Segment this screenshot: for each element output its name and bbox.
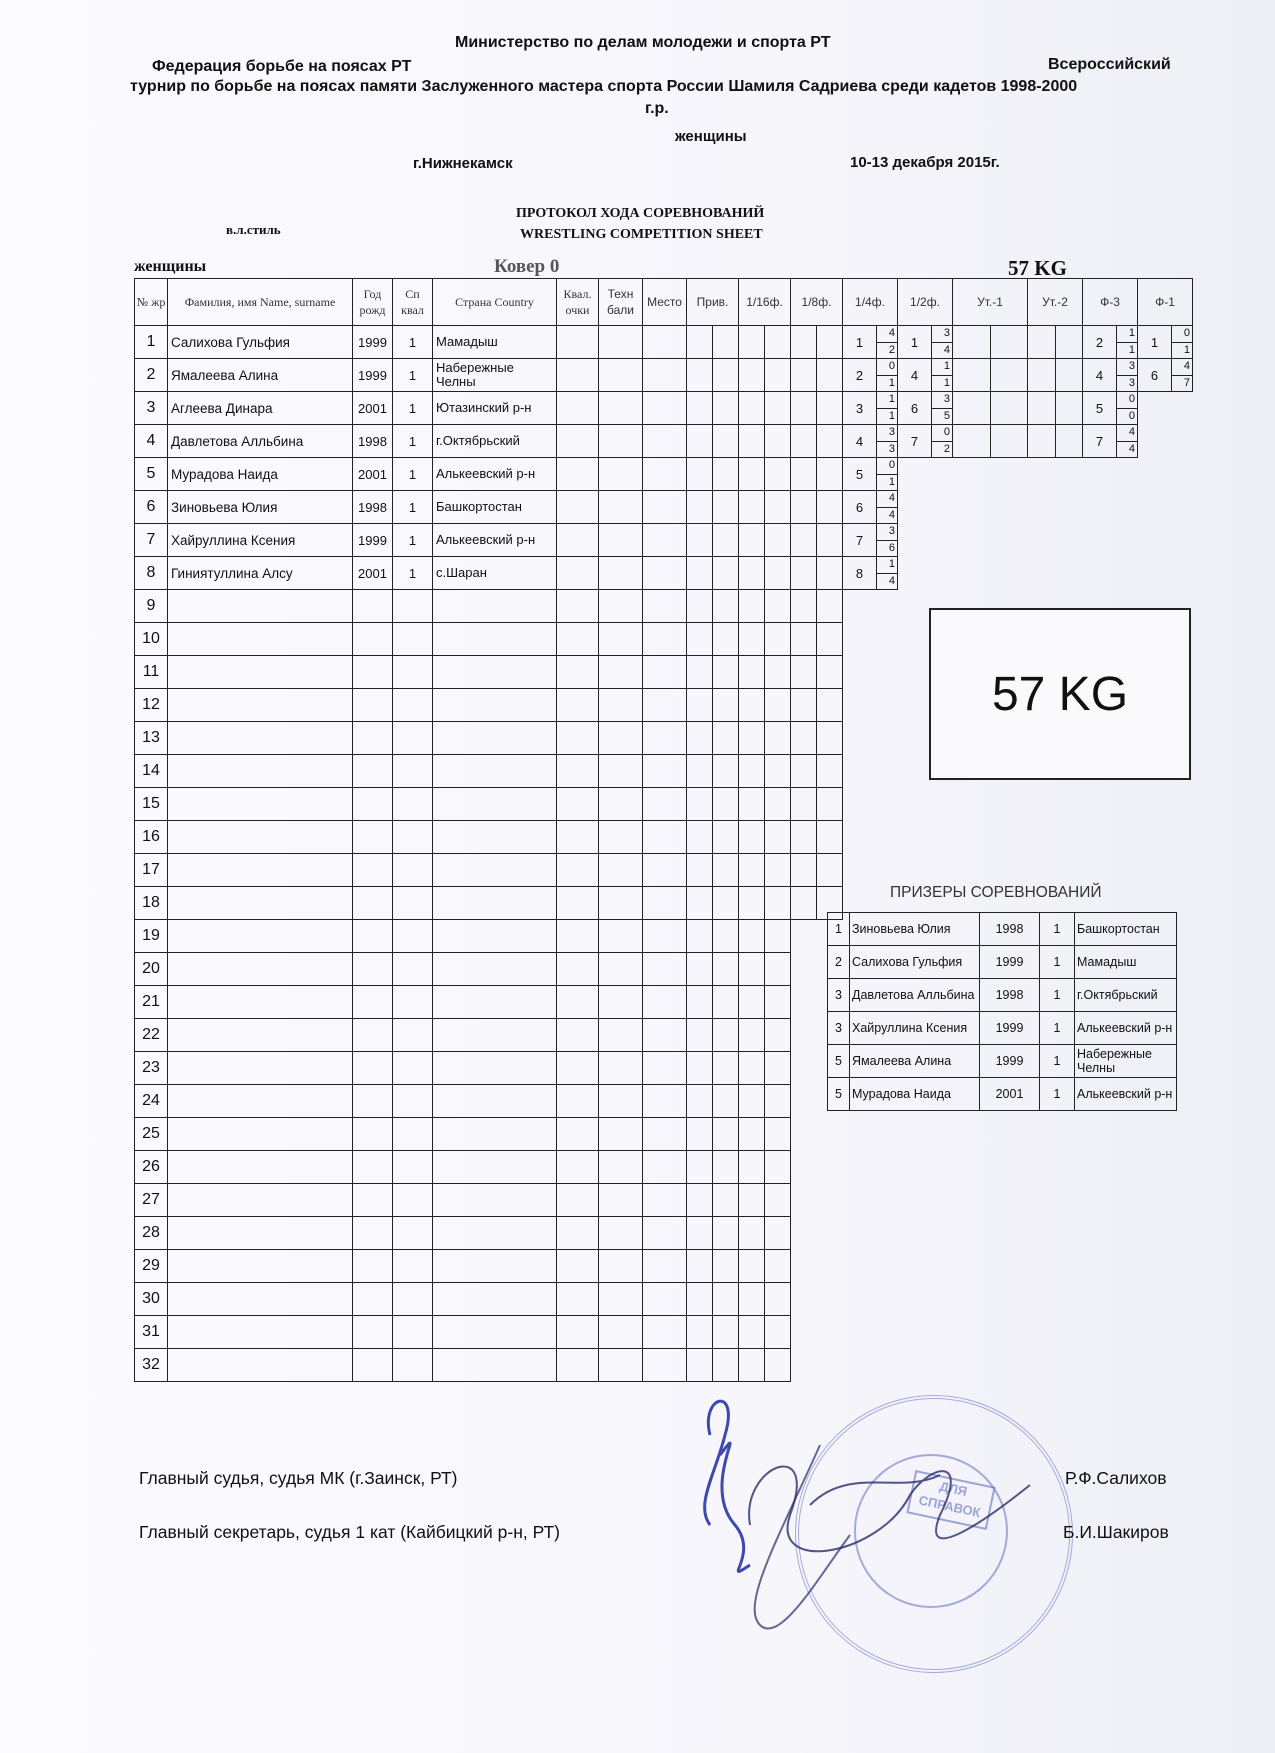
col-semifinal: 1/2ф. <box>898 279 953 326</box>
table-row: 28 <box>135 1217 1193 1250</box>
prizewinner-row: 5 Ямалеева Алина 1999 1 Набережные Челны <box>828 1045 1177 1078</box>
table-row: 3 Аглеева Динара 2001 1 Ютазинский р-н 3 1 1 6 3 5 5 0 0 <box>135 392 1193 425</box>
col-kval-points: Квал. очки <box>557 279 599 326</box>
prizewinners-title: ПРИЗЕРЫ СОРЕВНОВАНИЙ <box>890 884 1102 901</box>
chief-judge-name: Р.Ф.Салихов <box>1065 1468 1167 1488</box>
col-final-3: Ф-3 <box>1083 279 1138 326</box>
dates-label: 10-13 декабря 2015г. <box>850 154 1000 171</box>
table-row: 2 Ямалеева Алина 1999 1 Набережные Челны 2 0 1 4 1 1 4 3 3 6 4 7 <box>135 359 1193 392</box>
table-row: 11 <box>135 656 1193 689</box>
mat-label: Ковер 0 <box>494 256 560 277</box>
col-round-16: 1/16ф. <box>739 279 791 326</box>
col-number: № жр <box>135 279 168 326</box>
prizewinner-row: 3 Хайруллина Ксения 1999 1 Алькеевский р-н <box>828 1012 1177 1045</box>
prizewinner-row: 2 Салихова Гульфия 1999 1 Мамадыш <box>828 946 1177 979</box>
table-row: 7 Хайруллина Ксения 1999 1 Алькеевский р-н 7 3 6 <box>135 524 1193 557</box>
table-body <box>135 326 1193 1382</box>
tournament-title: турнир по борьбе на поясах памяти Заслуженного мастера спорта России Шамиля Садриева среди кадетов 1998-2000 <box>130 78 1078 95</box>
table-row: 31 <box>135 1316 1193 1349</box>
table-row: 27 <box>135 1184 1193 1217</box>
col-consolation-2: Ут.-2 <box>1028 279 1083 326</box>
col-qual: Сп квал <box>393 279 433 326</box>
table-row: 5 Мурадова Наида 2001 1 Алькеевский р-н 5 0 1 <box>135 458 1193 491</box>
secretary-name: Б.И.Шакиров <box>1063 1522 1169 1542</box>
table-row: 14 <box>135 755 1193 788</box>
secretary-role: Главный секретарь, судья 1 кат (Кайбицкий р-н, РТ) <box>139 1522 560 1542</box>
allrussian-label: Всероссийский <box>1048 56 1171 73</box>
table-row: 9 <box>135 590 1193 623</box>
col-tech-points: Техн бали <box>599 279 643 326</box>
table-row: 29 <box>135 1250 1193 1283</box>
prizewinner-row: 5 Мурадова Наида 2001 1 Алькеевский р-н <box>828 1078 1177 1111</box>
reference-stamp: ДЛЯ СПРАВОК <box>906 1470 995 1530</box>
table-row: 23 <box>135 1052 1193 1085</box>
table-row: 4 Давлетова Алльбина 1998 1 г.Октябрьский 4 3 3 7 0 2 7 4 4 <box>135 425 1193 458</box>
col-final-1: Ф-1 <box>1138 279 1193 326</box>
table-row: 32 <box>135 1349 1193 1382</box>
table-row: 13 <box>135 722 1193 755</box>
table-row: 10 <box>135 623 1193 656</box>
col-country: Страна Country <box>433 279 557 326</box>
table-header-row <box>135 279 1193 326</box>
col-round-8: 1/8ф. <box>791 279 843 326</box>
table-row: 20 <box>135 953 1193 986</box>
federation-title: Федерация борьбе на поясах РТ <box>152 58 412 75</box>
col-consolation-1: Ут.-1 <box>953 279 1028 326</box>
birth-years-suffix: г.р. <box>645 100 669 117</box>
table-row: 22 <box>135 1019 1193 1052</box>
weight-box: 57 KG <box>929 608 1191 780</box>
table-row: 18 <box>135 887 1193 920</box>
category-label: женщины <box>134 258 207 275</box>
weight-label: 57 KG <box>1008 256 1067 280</box>
protocol-title-en: WRESTLING COMPETITION SHEET <box>520 227 763 242</box>
col-year: Год рожд <box>353 279 393 326</box>
table-row: 24 <box>135 1085 1193 1118</box>
table-row: 21 <box>135 986 1193 1019</box>
ministry-title: Министерство по делам молодежи и спорта РТ <box>455 34 831 51</box>
table-row: 6 Зиновьева Юлия 1998 1 Башкортостан 6 4 4 <box>135 491 1193 524</box>
gender-label: женщины <box>675 128 747 145</box>
table-row: 8 Гиниятуллина Алсу 2001 1 с.Шаран 8 1 4 <box>135 557 1193 590</box>
protocol-title-ru: ПРОТОКОЛ ХОДА СОРЕВНОВАНИЙ <box>516 206 765 221</box>
style-label: в.л.стиль <box>226 222 281 237</box>
table-row: 30 <box>135 1283 1193 1316</box>
city-label: г.Нижнекамск <box>413 155 513 172</box>
col-name: Фамилия, имя Name, surname <box>168 279 353 326</box>
table-row: 15 <box>135 788 1193 821</box>
signature-drawing <box>680 1375 1060 1675</box>
prizewinners-table <box>827 912 1177 1111</box>
col-bye: Прив. <box>687 279 739 326</box>
prizewinner-row: 1 Зиновьева Юлия 1998 1 Башкортостан <box>828 913 1177 946</box>
table-row: 26 <box>135 1151 1193 1184</box>
table-row: 17 <box>135 854 1193 887</box>
table-row: 12 <box>135 689 1193 722</box>
chief-judge-role: Главный судья, судья МК (г.Заинск, РТ) <box>139 1468 458 1488</box>
table-row: 1 Салихова Гульфия 1999 1 Мамадыш 1 4 2 1 3 4 2 1 1 1 0 1 <box>135 326 1193 359</box>
prizewinner-row: 3 Давлетова Алльбина 1998 1 г.Октябрьский <box>828 979 1177 1012</box>
competition-table <box>134 278 1193 1382</box>
table-row: 16 <box>135 821 1193 854</box>
table-row: 19 <box>135 920 1193 953</box>
table-row: 25 <box>135 1118 1193 1151</box>
col-quarterfinal: 1/4ф. <box>843 279 898 326</box>
col-place: Место <box>643 279 687 326</box>
